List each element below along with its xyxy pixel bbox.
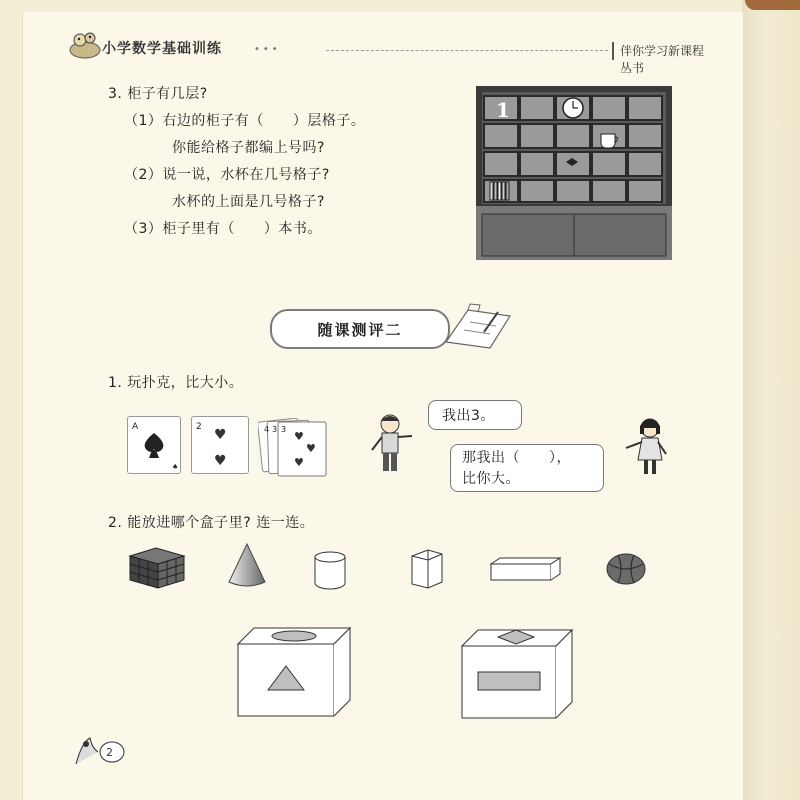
section-banner bbox=[270, 309, 450, 349]
ball-icon bbox=[604, 552, 648, 586]
svg-text:♥: ♥ bbox=[294, 456, 304, 469]
ellipse-hole-icon bbox=[272, 631, 316, 641]
boy-figure bbox=[368, 412, 418, 476]
girl-speech-line2: 比你大。 bbox=[462, 471, 520, 487]
cabinet-number: 1 bbox=[496, 98, 510, 122]
q3-part2-followup: 水杯的上面是几号格子? bbox=[172, 194, 325, 210]
page-number: 2 bbox=[106, 746, 113, 759]
header-divider bbox=[326, 50, 608, 51]
q3-part3: （3）柜子里有（ ）本书。 bbox=[124, 221, 322, 237]
header-bar bbox=[612, 42, 614, 60]
rectangle-hole-icon bbox=[478, 672, 540, 690]
q3-part1-followup: 你能给格子都编上号吗? bbox=[172, 140, 325, 156]
card3-rank-c: 3 bbox=[281, 425, 287, 434]
card-stack-hearts bbox=[258, 418, 330, 478]
svg-text:♥: ♥ bbox=[214, 427, 227, 443]
q1-title: 1. 玩扑克，比大小。 bbox=[108, 375, 244, 391]
girl-speech-line1: 那我出（ ）， bbox=[462, 450, 571, 466]
card-two-hearts bbox=[191, 416, 249, 474]
card2-rank: 2 bbox=[196, 422, 202, 432]
cube-puzzle-icon bbox=[126, 544, 188, 590]
q3-part1: （1）右边的柜子有（ ）层格子。 bbox=[124, 113, 366, 129]
boy-speech: 我出3。 bbox=[442, 408, 495, 424]
section-title: 随课测评二 bbox=[317, 321, 403, 339]
q3-part2: （2）说一说，水杯在几号格子? bbox=[124, 167, 330, 183]
cabinet-photo bbox=[476, 86, 672, 260]
cuboid-icon bbox=[488, 556, 562, 582]
svg-text:♠: ♠ bbox=[172, 463, 179, 471]
page-header bbox=[64, 30, 705, 75]
series-subtitle: 伴你学习新课程丛书 bbox=[620, 44, 705, 75]
svg-text:♥: ♥ bbox=[294, 430, 304, 443]
cone-icon bbox=[226, 542, 268, 590]
header-dots: ••• bbox=[254, 44, 281, 55]
card3-rank-a: 4 bbox=[264, 425, 270, 434]
cylinder-icon bbox=[312, 550, 348, 592]
page-corner bbox=[745, 0, 800, 10]
page-number-badge bbox=[70, 734, 140, 770]
girl-figure bbox=[622, 414, 674, 478]
box-left bbox=[234, 624, 354, 720]
q2-title: 2. 能放进哪个盒子里? 连一连。 bbox=[108, 515, 315, 531]
card1-rank: A bbox=[132, 422, 139, 432]
q3-title: 3. 柜子有几层? bbox=[108, 86, 208, 102]
svg-text:♥: ♥ bbox=[214, 453, 227, 469]
clipboard-icon bbox=[440, 302, 518, 352]
triangular-prism-icon bbox=[408, 548, 446, 590]
card-ace-spades bbox=[127, 416, 181, 474]
book-spine bbox=[742, 0, 800, 800]
card3-rank-b: 3 bbox=[272, 425, 278, 434]
box-right bbox=[458, 626, 576, 722]
svg-text:♥: ♥ bbox=[306, 442, 316, 455]
mascot-logo-icon bbox=[68, 30, 102, 60]
series-title: 小学数学基础训练 bbox=[102, 41, 222, 57]
